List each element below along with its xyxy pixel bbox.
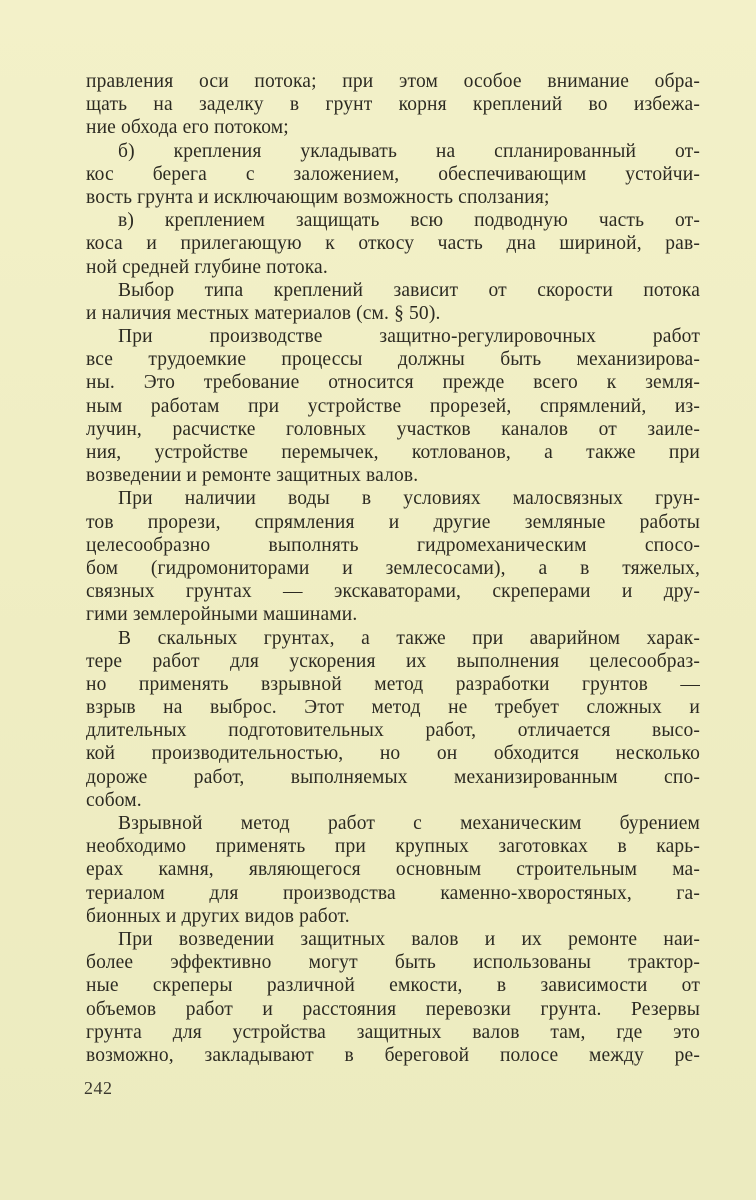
- text-line: кой производительностью, но он обходится несколько: [86, 743, 700, 765]
- text-line: возведении и ремонте защитных валов.: [86, 465, 419, 487]
- text-line: возможно, закладывают в береговой полосе между ре-: [86, 1044, 700, 1066]
- text-line: тов прорези, спрямления и другие земляные работы: [86, 511, 700, 533]
- text-line: все трудоемкие процессы должны быть механизирова-: [86, 349, 700, 371]
- paragraph: [86, 209, 700, 279]
- text-line: связных грунтах — экскаваторами, скреперами и дру-: [86, 581, 700, 603]
- text-line: бом (гидромониторами и землесосами), а в тяжелых,: [86, 557, 700, 579]
- text-line: ны. Это требование относится прежде всего к земля-: [86, 372, 700, 394]
- text-line: длительных подготовительных работ, отличается высо-: [86, 720, 700, 742]
- body-text: [86, 70, 700, 1067]
- text-line: в) креплением защищать всю подводную часть от-: [118, 210, 700, 232]
- text-line: объемов работ и расстояния перевозки грунта. Резервы: [86, 998, 700, 1020]
- text-line: При производстве защитно-регулировочных работ: [118, 326, 700, 348]
- text-line: собом.: [86, 789, 142, 811]
- text-line: Взрывной метод работ с механическим бурением: [118, 813, 700, 834]
- text-line: лучин, расчистке головных участков каналов от заиле-: [86, 418, 700, 440]
- paragraph: [86, 928, 700, 1067]
- text-line: гими землеройными машинами.: [86, 604, 358, 626]
- text-line: более эффективно могут быть использованы трактор-: [86, 952, 700, 974]
- text-line: необходимо применять при крупных заготовках в карь-: [86, 836, 700, 858]
- text-line: бионных и других видов работ.: [86, 905, 350, 927]
- text-line: и наличия местных материалов (см. § 50).: [86, 302, 441, 324]
- text-line: тере работ для ускорения их выполнения целесообраз-: [86, 650, 700, 672]
- paragraph: [86, 325, 700, 487]
- text-line: взрыв на выброс. Этот метод не требует сложных и: [86, 697, 700, 719]
- text-line: ным работам при устройстве прорезей, спрямлений, из-: [86, 395, 700, 417]
- text-line: правления оси потока; при этом особое внимание обра-: [86, 71, 700, 92]
- paragraph: [86, 627, 700, 813]
- text-line: дороже работ, выполняемых механизированным спо-: [86, 766, 700, 788]
- text-line: Выбор типа креплений зависит от скорости потока: [118, 279, 700, 301]
- paragraph: [86, 140, 700, 210]
- paragraph: [86, 279, 700, 325]
- text-line: ние обхода его потоком;: [86, 117, 289, 139]
- text-line: целесообразно выполнять гидромеханическим спосо-: [86, 534, 700, 556]
- text-line: При возведении защитных валов и их ремонте наи-: [118, 928, 700, 950]
- text-line: ной средней глубине потока.: [86, 256, 328, 278]
- text-line: б) крепления укладывать на спланированный от-: [118, 140, 700, 162]
- paragraph: [86, 487, 700, 626]
- text-line: грунта для устройства защитных валов там, где это: [86, 1021, 700, 1043]
- page-number: 242: [84, 1078, 113, 1098]
- paragraph: [86, 812, 700, 928]
- text-line: ерах камня, являющегося основным строительным ма-: [86, 859, 700, 881]
- text-line: вость грунта и исключающим возможность сползания;: [86, 186, 550, 208]
- text-line: териалом для производства каменно-хворостяных, га-: [86, 882, 700, 904]
- text-line: ния, устройстве перемычек, котлованов, а также при: [86, 442, 700, 463]
- text-line: коса и прилегающую к откосу часть дна шириной, рав-: [86, 233, 700, 255]
- text-line: При наличии воды в условиях малосвязных грун-: [118, 488, 700, 510]
- text-line: В скальных грунтах, а также при аварийном харак-: [118, 627, 700, 649]
- text-line: ные скреперы различной емкости, в зависимости от: [86, 975, 700, 997]
- paragraph: [86, 70, 700, 140]
- text-line: кос берега с заложением, обеспечивающим устойчи-: [86, 163, 700, 185]
- text-line: но применять взрывной метод разработки грунтов —: [86, 673, 700, 695]
- text-line: щать на заделку в грунт корня креплений во избежа-: [86, 94, 700, 116]
